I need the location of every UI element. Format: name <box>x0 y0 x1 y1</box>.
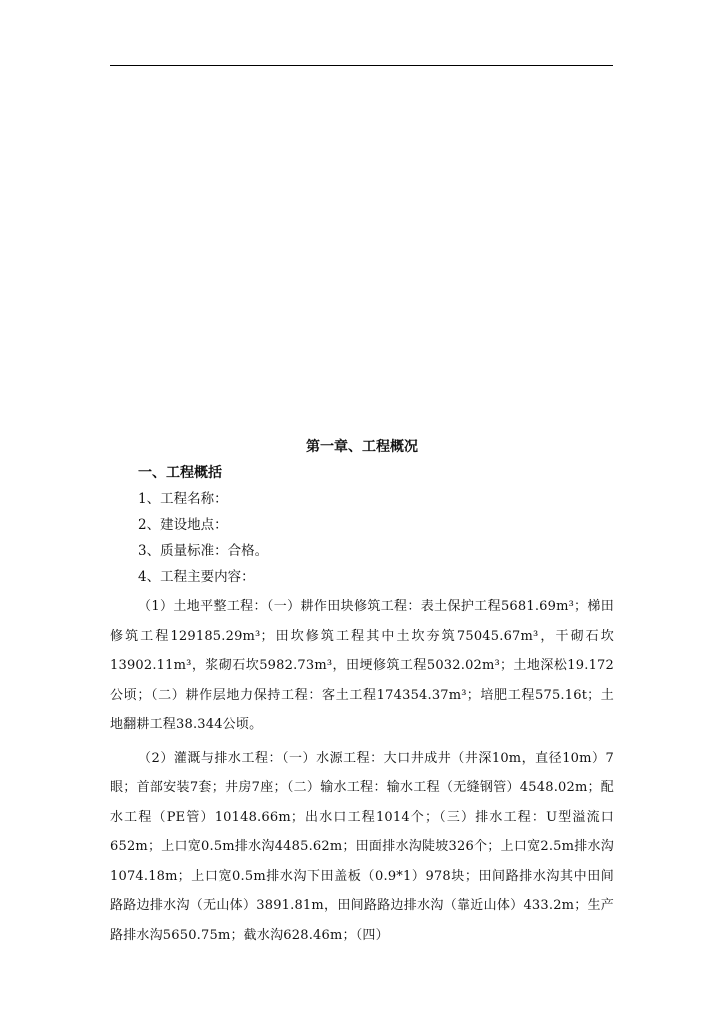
list-item-project-name: 1、工程名称： <box>138 491 228 507</box>
document-body <box>110 434 614 954</box>
paragraph-irrigation-drainage: （2）灌溉与排水工程：（一）水源工程：大口井成井（井深10m，直径10m）7眼；首部安装7套；井房7座；（二）输水工程：输水工程（无缝钢管）4548.02m；配水工程（PE管）10148.66m；出水口工程1014个；（三）排水工程：U型溢流口652m；上口宽0.5m排水沟4485.62m；田面排水沟陡坡326个；上口宽2.5m排水沟1074.18m；上口宽0.5m排水沟下田盖板（0.9*1）978块；田间路排水沟其中田间路路边排水沟（无山体）3891.81m，田间路路边排水沟（靠近山体）433.2m；生产路排水沟5650.75m；截水沟628.46m；（四） <box>110 750 614 943</box>
list-item-construction-site: 2、建设地点： <box>138 517 228 533</box>
section-heading: 一、工程概括 <box>138 465 222 481</box>
header-rule <box>110 65 613 66</box>
list-item-main-content: 4、工程主要内容： <box>138 569 255 585</box>
list-item-quality-standard: 3、质量标准：合格。 <box>138 543 269 559</box>
paragraph-land-leveling: （1）土地平整工程：（一）耕作田块修筑工程：表土保护工程5681.69m³；梯田修筑工程129185.29m³；田坎修筑工程其中土坎夯筑75045.67m³，干砌石坎13902.11m³，浆砌石坎5982.73m³，田埂修筑工程5032.02m³；土地深松19.172公顷；（二）耕作层地力保持工程：客土工程174354.37m³；培肥工程575.16t；土地翻耕工程38.344公顷。 <box>110 599 614 732</box>
chapter-title: 第一章、工程概况 <box>306 439 418 455</box>
